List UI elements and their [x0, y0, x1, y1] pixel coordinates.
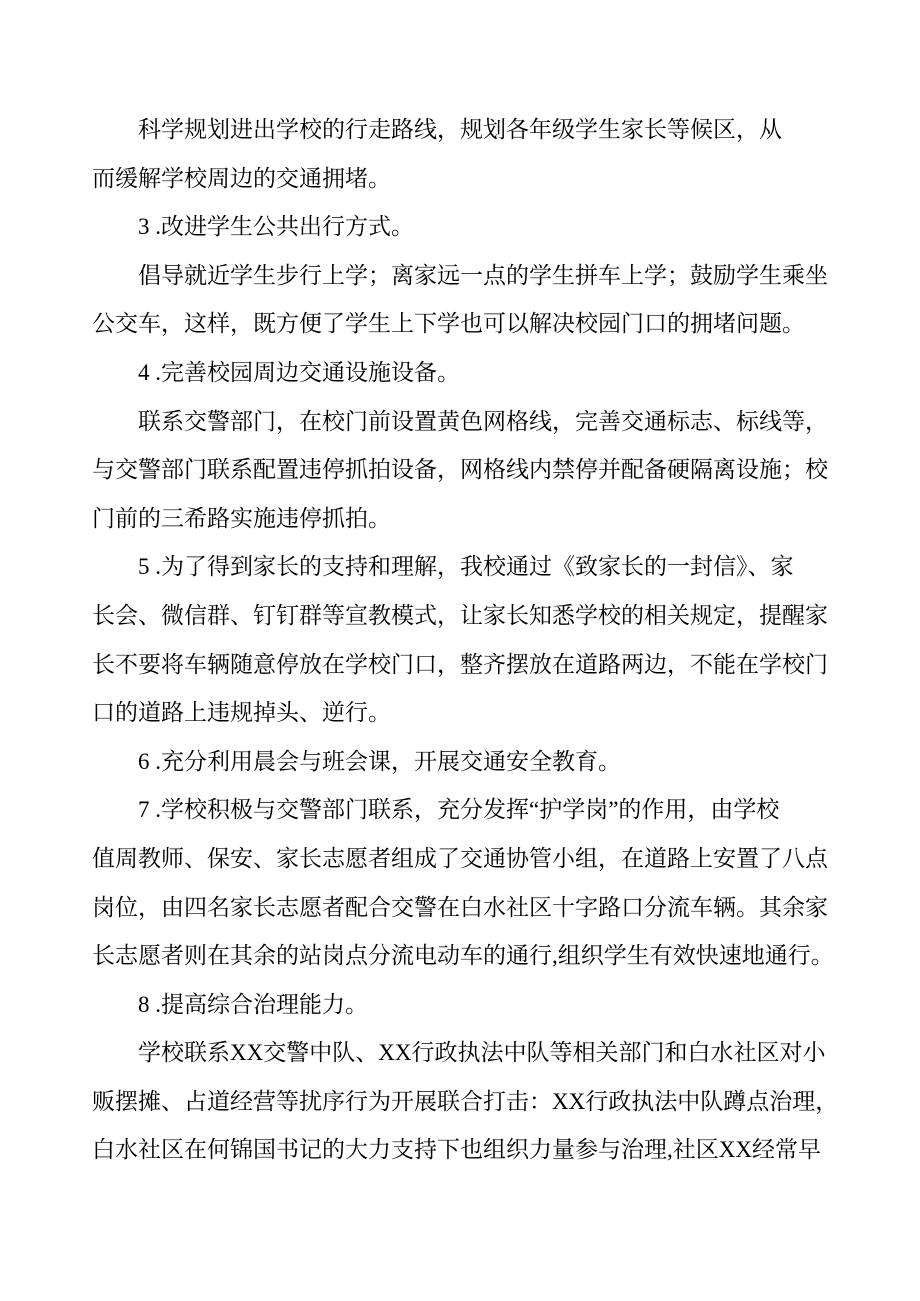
document-line: 长志愿者则在其余的站岗点分流电动车的通行,组织学生有效快速地通行。 [92, 943, 834, 969]
document-line: 倡导就近学生步行上学；离家远一点的学生拼车上学；鼓励学生乘坐 [138, 262, 828, 288]
document-line: 长会、微信群、钉钉群等宣教模式，让家长知悉学校的相关规定，提醒家 [92, 602, 828, 628]
document-line: 科学规划进出学校的行走路线，规划各年级学生家长等候区，从 [138, 117, 782, 142]
document-line-numbered-item-8: 8 .提高综合治理能力。 [138, 991, 368, 1017]
document-line: 岗位，由四名家长志愿者配合交警在白水社区十字路口分流车辆。其余家 [92, 894, 828, 920]
document-line: 长不要将车辆随意停放在学校门口，整齐摆放在道路两边，不能在学校门 [92, 651, 828, 677]
document-line: 白水社区在何锦国书记的大力支持下也组织力量参与治理,社区XX经常早 [92, 1137, 821, 1163]
document-line: 学校联系XX交警中队、XX行政执法中队等相关部门和白水社区对小 [138, 1040, 826, 1066]
document-line: 口的道路上违规掉头、逆行。 [92, 700, 391, 726]
document-text-block [92, 106, 839, 1175]
document-line: 联系交警部门，在校门前设置黄色网格线，完善交通标志、标线等， [138, 408, 828, 434]
document-line-numbered-item-7: 7 .学校积极与交警部门联系，充分发挥“护学岗”的作用，由学校 [138, 797, 780, 823]
document-line-numbered-item-6: 6 .充分利用晨会与班会课，开展交通安全教育。 [138, 748, 621, 774]
document-line: 而缓解学校周边的交通拥堵。 [92, 165, 391, 191]
document-line-numbered-item-5: 5 .为了得到家长的支持和理解，我校通过《致家长的一封信》、家 [138, 554, 794, 580]
document-line: 与交警部门联系配置违停抓拍设备，网格线内禁停并配备硬隔离设施；校 [92, 457, 828, 483]
document-line: 门前的三希路实施违停抓拍。 [92, 505, 391, 531]
document-line: 贩摆摊、占道经营等扰序行为开展联合打击：XX行政执法中队蹲点治理， [92, 1088, 839, 1114]
document-line: 公交车，这样，既方便了学生上下学也可以解决校园门口的拥堵问题。 [92, 311, 805, 337]
document-line-numbered-item-3: 3 .改进学生公共出行方式。 [138, 214, 414, 240]
document-line-numbered-item-4: 4 .完善校园周边交通设施设备。 [138, 359, 460, 385]
document-line: 值周教师、保安、家长志愿者组成了交通协管小组，在道路上安置了八点 [92, 845, 828, 871]
